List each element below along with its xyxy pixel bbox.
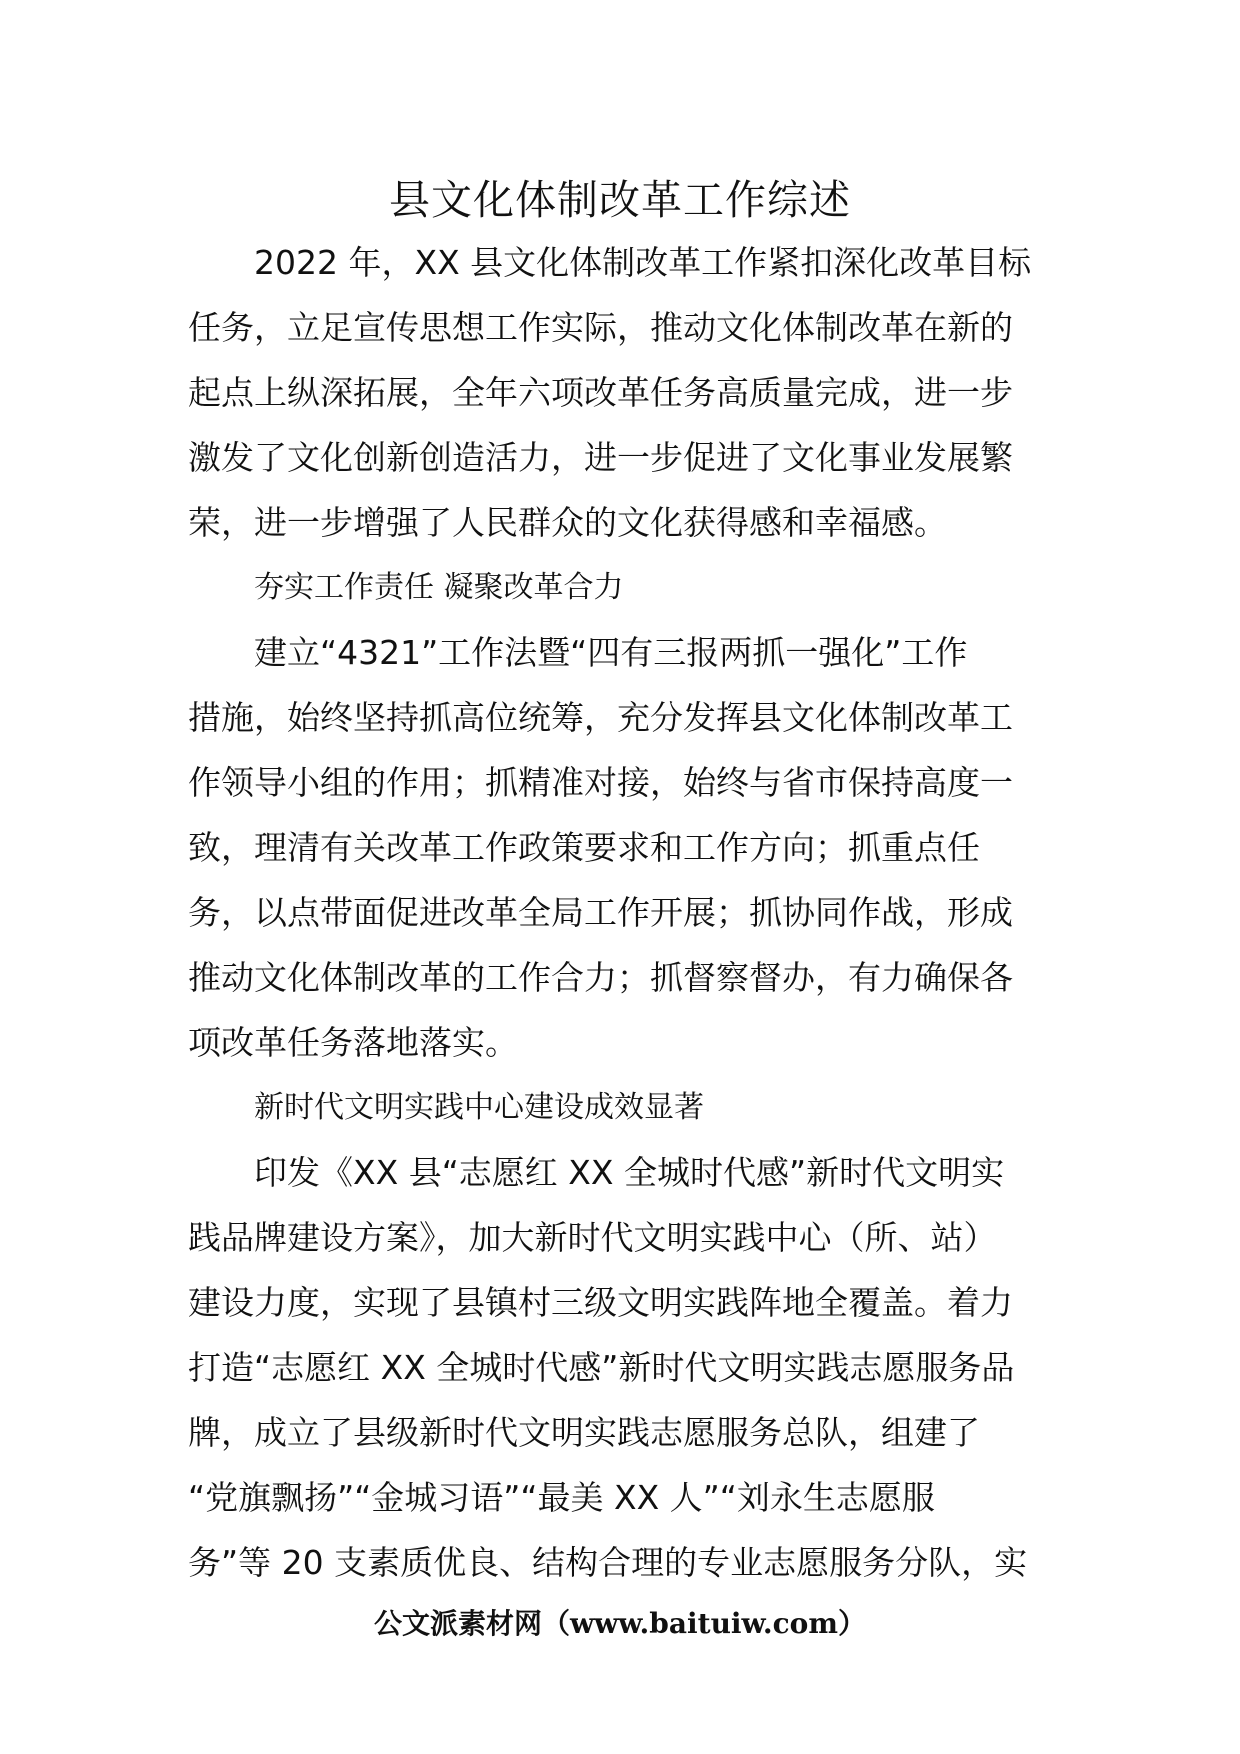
paragraph-line: “党旗飘扬”“金城习语”“最美 XX 人”“刘永生志愿服 xyxy=(188,1478,935,1517)
paragraph-line: 致，理清有关改革工作政策要求和工作方向；抓重点任 xyxy=(188,828,980,867)
paragraph-line: 务”等 20 支素质优良、结构合理的专业志愿服务分队，实 xyxy=(188,1543,1028,1582)
paragraph-line: 牌，成立了县级新时代文明实践志愿服务总队，组建了 xyxy=(188,1413,980,1452)
paragraph-line: 激发了文化创新创造活力，进一步促进了文化事业发展繁 xyxy=(188,438,1013,477)
paragraph-line: 任务，立足宣传思想工作实际，推动文化体制改革在新的 xyxy=(188,308,1013,347)
paragraph-line: 打造“志愿红 XX 全城时代感”新时代文明实践志愿服务品 xyxy=(188,1348,1015,1387)
paragraph-line: 践品牌建设方案》，加大新时代文明实践中心（所、站） xyxy=(188,1218,997,1257)
paragraph-line: 2022 年，XX 县文化体制改革工作紧扣深化改革目标 xyxy=(254,243,1032,282)
paragraph-line: 项改革任务落地落实。 xyxy=(188,1023,518,1062)
section-heading: 夯实工作责任 凝聚改革合力 xyxy=(254,570,624,605)
section-heading: 新时代文明实践中心建设成效显著 xyxy=(254,1090,704,1125)
paragraph-line: 措施，始终坚持抓高位统筹，充分发挥县文化体制改革工 xyxy=(188,698,1013,737)
footer-watermark: 公文派素材网（www.baituiw.com） xyxy=(374,1607,866,1640)
paragraph-line: 作领导小组的作用；抓精准对接，始终与省市保持高度一 xyxy=(188,763,1013,802)
paragraph-line: 起点上纵深拓展，全年六项改革任务高质量完成，进一步 xyxy=(188,373,1013,412)
document-body xyxy=(188,230,1058,1595)
paragraph-line: 建设力度，实现了县镇村三级文明实践阵地全覆盖。着力 xyxy=(188,1283,1013,1322)
paragraph-line: 建立“4321”工作法暨“四有三报两抓一强化”工作 xyxy=(254,633,968,672)
paragraph-line: 荣，进一步增强了人民群众的文化获得感和幸福感。 xyxy=(188,503,947,542)
paragraph-line: 推动文化体制改革的工作合力；抓督察督办，有力确保各 xyxy=(188,958,1013,997)
document-title: 县文化体制改革工作综述 xyxy=(389,176,851,224)
paragraph-line: 印发《XX 县“志愿红 XX 全城时代感”新时代文明实 xyxy=(254,1153,1005,1192)
paragraph-line: 务，以点带面促进改革全局工作开展；抓协同作战，形成 xyxy=(188,893,1013,932)
